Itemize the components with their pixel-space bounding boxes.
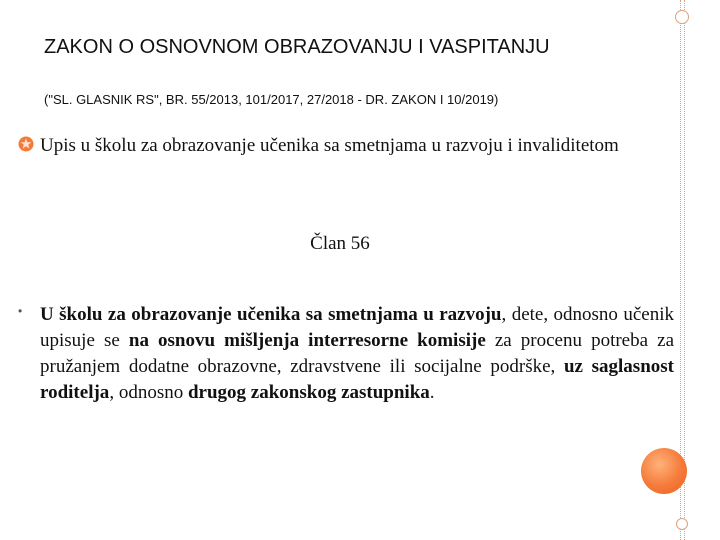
decorative-circle-bottom	[676, 518, 688, 530]
slide-title: ZAKON O OSNOVNOM OBRAZOVANJU I VASPITANJU	[44, 36, 550, 58]
paragraph-segment: za procenu potreba za pružanjem dodatne obrazovne, zdravstvene ili socijalne podrške,	[40, 330, 675, 377]
paragraph-segment: , odnosno	[109, 382, 188, 403]
orange-star-bullet-icon	[18, 136, 34, 152]
article-label: Član 56	[310, 233, 370, 254]
paragraph-bold-segment: uz saglasnost roditelja	[40, 356, 674, 403]
paragraph-bold-segment: na osnovu mišljenja interresorne komisije	[128, 330, 486, 351]
paragraph-bullet: •	[18, 304, 23, 318]
decorative-circle-top	[675, 10, 689, 24]
bullet-heading-text: Upis u školu za obrazovanje učenika sa smetnjama u razvoju i invaliditetom	[40, 135, 619, 156]
paragraph-row	[18, 302, 674, 406]
bullet-heading-row	[18, 133, 674, 159]
paragraph-segment: .	[429, 382, 435, 403]
paragraph-segment: , dete, odnosno učenik upisuje se	[40, 304, 674, 351]
slide-subtitle: ("SL. GLASNIK RS", BR. 55/2013, 101/2017, 27/2018 - DR. ZAKON I 10/2019)	[44, 92, 499, 107]
decorative-circle-orange	[641, 448, 687, 494]
paragraph-bold-segment: U školu za obrazovanje učenika sa smetnjama u razvoju	[40, 304, 502, 325]
paragraph-bold-segment: drugog zakonskog zastupnika	[187, 382, 430, 403]
paragraph-text	[40, 302, 674, 406]
